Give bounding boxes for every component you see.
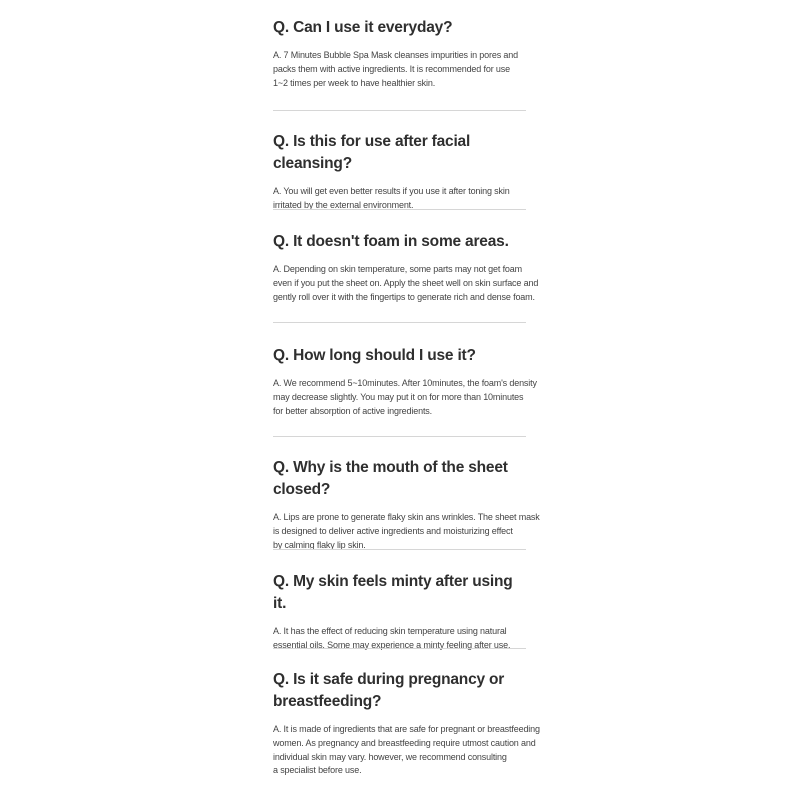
section-divider — [273, 549, 526, 550]
faq-item-minty — [273, 571, 527, 653]
faq-answer-line: is designed to deliver active ingredients and moisturizing effect — [273, 525, 513, 536]
faq-question: Q. How long should I use it? — [273, 347, 476, 364]
faq-item-everyday — [273, 17, 527, 90]
faq-answer-line: A. We recommend 5~10minutes. After 10minutes, the foam's density — [273, 378, 537, 388]
faq-answer — [273, 377, 537, 418]
faq-item-after-cleansing — [273, 131, 527, 213]
faq-item-duration — [273, 345, 537, 418]
faq-answer — [273, 723, 540, 778]
faq-question-line: Q. Is it safe during pregnancy or — [273, 671, 505, 688]
faq-answer-line: even if you put the sheet on. Apply the sheet well on skin surface and — [273, 277, 539, 288]
faq-item-mouth-closed — [273, 457, 540, 552]
faq-answer — [273, 511, 540, 552]
faq-answer — [273, 49, 527, 90]
faq-answer-line: for better absorption of active ingredients. — [273, 405, 432, 416]
section-divider — [273, 648, 526, 649]
section-divider — [273, 209, 526, 210]
faq-answer-line: packs them with active ingredients. It is recommended for use — [273, 63, 510, 74]
faq-question: Q. It doesn't foam in some areas. — [273, 233, 509, 250]
faq-question: Q. Is this for use after facial cleansing? — [273, 133, 471, 172]
faq-answer-line: a specialist before use. — [273, 765, 362, 776]
faq-answer-line: irritated by the external environment. — [273, 199, 414, 210]
faq-question: Q. My skin feels minty after using it. — [273, 573, 513, 612]
faq-answer-line: 1~2 times per week to have healthier skin. — [273, 77, 436, 88]
faq-question — [273, 669, 527, 713]
faq-answer-line: by calming flaky lip skin. — [273, 539, 366, 550]
faq-question-line: breastfeeding? — [273, 693, 382, 710]
faq-answer-line: A. Depending on skin temperature, some parts may not get foam — [273, 264, 522, 274]
faq-answer-line: essential oils. Some may experience a minty feeling after use. — [273, 639, 511, 650]
faq-answer-line: A. It is made of ingredients that are safe for pregnant or breastfeeding — [273, 724, 540, 734]
faq-answer-line: women. As pregnancy and breastfeeding require utmost caution and — [273, 737, 536, 748]
faq-question: Q. Can I use it everyday? — [273, 19, 453, 36]
faq-answer-line: A. 7 Minutes Bubble Spa Mask cleanses impurities in pores and — [273, 50, 518, 60]
faq-answer — [273, 263, 539, 304]
faq-answer-line: may decrease slightly. You may put it on for more than 10minutes — [273, 391, 524, 402]
faq-answer-line: individual skin may vary. however, we recommend consulting — [273, 751, 507, 762]
section-divider — [273, 110, 526, 111]
faq-answer-line: gently roll over it with the fingertips to generate rich and dense foam. — [273, 291, 535, 302]
section-divider — [273, 322, 526, 323]
faq-question: Q. Why is the mouth of the sheet closed? — [273, 459, 508, 498]
faq-answer-line: A. You will get even better results if you use it after toning skin — [273, 186, 510, 196]
faq-answer-line: A. Lips are prone to generate flaky skin ans wrinkles. The sheet mask — [273, 512, 540, 522]
faq-item-foam — [273, 231, 539, 304]
faq-item-pregnancy — [273, 669, 540, 778]
faq-answer-line: A. It has the effect of reducing skin temperature using natural — [273, 626, 507, 636]
section-divider — [273, 436, 526, 437]
